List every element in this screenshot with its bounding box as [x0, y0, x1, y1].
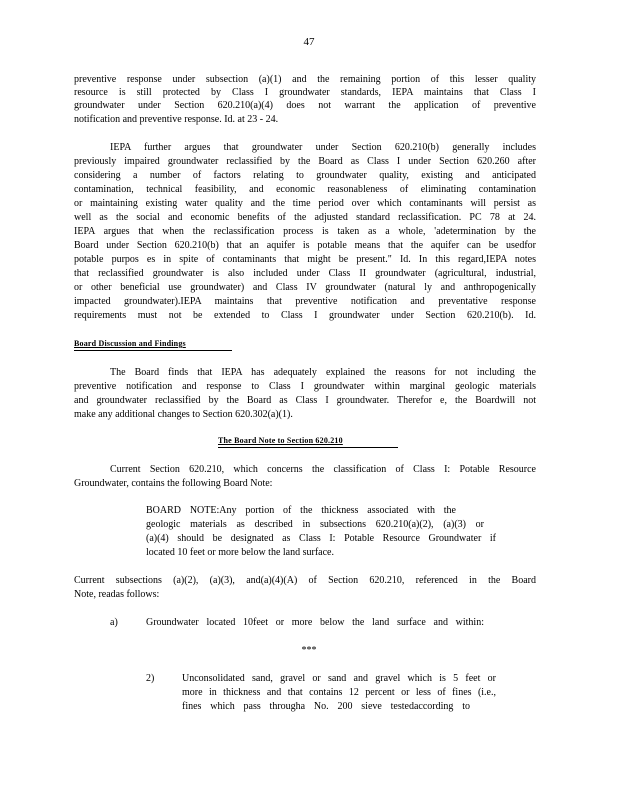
text-line: Groundwater, contains the following Board Note:	[74, 478, 273, 489]
text-line: The Board finds that IEPA has adequately explained the reasons for not including the	[110, 367, 536, 378]
list-label: a)	[110, 617, 118, 628]
text-line: notification and preventive response. Id. at 23 - 24.	[74, 114, 279, 125]
text-line: preventive notification and response to Class I groundwater within marginal geologic materials	[74, 381, 536, 392]
text-line: previously impaired groundwater reclassified by the Board as Class I under Section 620.260 after	[74, 156, 536, 167]
quote-line: (a)(4) should be designated as Class I: Potable Resource Groundwater if	[146, 533, 496, 544]
text-line: or maintaining existing water quality and the time period over which contaminants will persist as	[74, 198, 536, 209]
text-line: potable purpos es in spite of contaminants that might be present." Id. In this regard,IEPA notes	[74, 254, 536, 265]
page-number: 47	[303, 36, 315, 48]
list-item-text: Unconsolidated sand, gravel or sand and gravel which is 5 feet or	[182, 673, 496, 684]
quote-line: located 10 feet or more below the land surface.	[146, 547, 334, 558]
section-heading: The Board Note to Section 620.210	[218, 436, 343, 445]
list-item-text: more in thickness and that contains 12 percent or less of fines (i.e.,	[182, 687, 496, 698]
text-line: Current Section 620.210, which concerns the classification of Class I: Potable Resource	[110, 464, 536, 475]
text-line: Note, readas follows:	[74, 589, 160, 600]
text-line: contamination, technical feasibility, and economic reasonableness of eliminating contamination	[74, 184, 536, 195]
text-line: resource is still protected by Class I groundwater standards, IEPA maintains that Class I	[74, 87, 536, 98]
list-label: 2)	[146, 673, 155, 684]
list-item-text: Groundwater located 10feet or more below the land surface and within:	[146, 617, 484, 628]
text-line: Board under Section 620.210(b) that an aquifer is potable means that the aquifer can be usedfor	[74, 240, 536, 251]
heading-underline	[218, 447, 398, 448]
text-line: IEPA argues that when the reclassification process is taken as a whole, 'adetermination by the	[74, 226, 536, 237]
text-line: groundwater under Section 620.210(a)(4) does not warrant the application of preventive	[74, 100, 536, 111]
text-line: that reclassified groundwater is also included under Class II groundwater (agricultural, industrial,	[74, 268, 536, 279]
heading-underline	[74, 350, 232, 351]
text-line: requirements must not be extended to Class I groundwater under Section 620.210(b). Id.	[74, 310, 536, 321]
section-heading: Board Discussion and Findings	[74, 339, 186, 348]
list-item-text: fines which pass througha No. 200 sieve testedaccording to	[182, 701, 470, 712]
text-line: considering a number of factors relating to groundwater quality, existing and anticipated	[74, 170, 536, 181]
ellipsis-marker: ***	[301, 645, 317, 656]
text-line: Current subsections (a)(2), (a)(3), and(a)(4)(A) of Section 620.210, referenced in the Board	[74, 575, 536, 586]
text-line: IEPA further argues that groundwater under Section 620.210(b) generally includes	[110, 142, 536, 153]
quote-line: geologic materials as described in subsections 620.210(a)(2), (a)(3) or	[146, 519, 484, 530]
text-line: preventive response under subsection (a)(1) and the remaining portion of this lesser quality	[74, 74, 536, 85]
text-line: or other beneficial use groundwater) and Class IV groundwater (natural ly and anthropogenically	[74, 282, 536, 293]
quote-line: BOARD NOTE:Any portion of the thickness associated with the	[146, 505, 456, 516]
text-line: make any additional changes to Section 620.302(a)(1).	[74, 409, 293, 420]
text-line: well as the social and economic benefits of the adjusted standard reclassification. PC 78 at 24.	[74, 212, 536, 223]
text-line: and groundwater reclassified by the Board as Class I groundwater. Therefor e, the Boardwill not	[74, 395, 536, 406]
text-line: impacted groundwater).IEPA maintains that preventive notification and preventative response	[74, 296, 536, 307]
